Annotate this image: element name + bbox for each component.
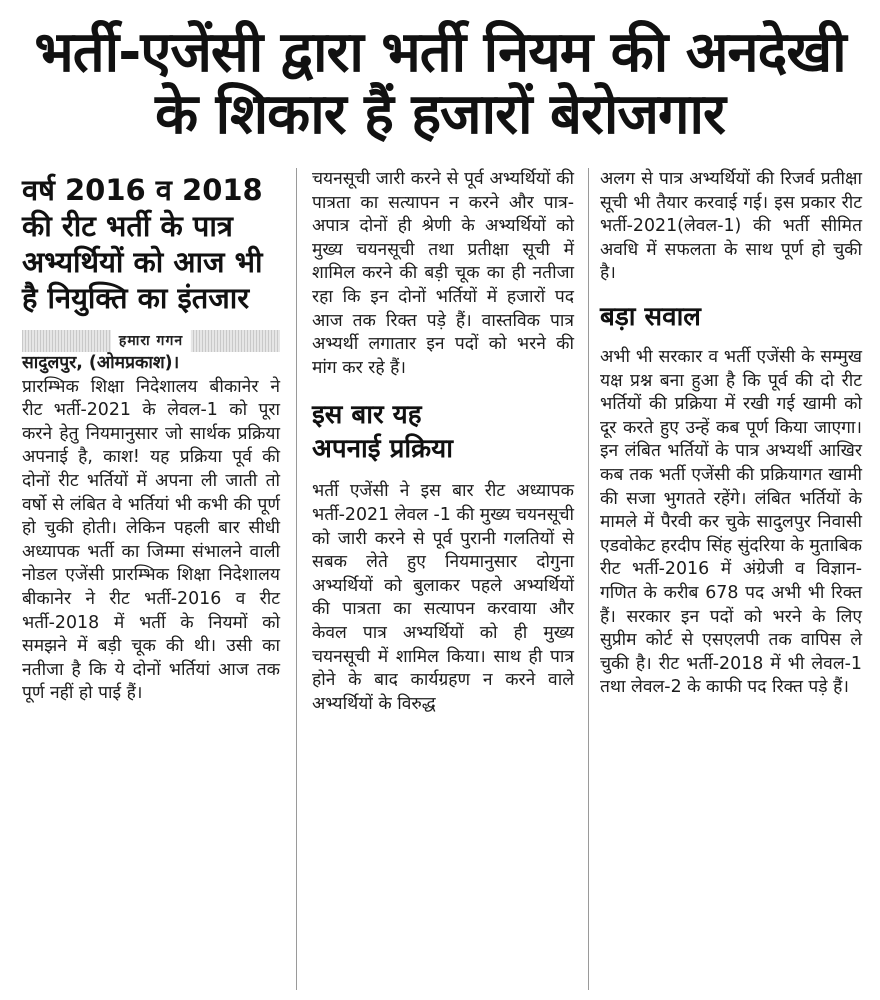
column-2 — [312, 168, 574, 1000]
headline-line-1: भर्ती-एजेंसी द्वारा भर्ती नियम की अनदेखी — [34, 20, 846, 85]
column-1 — [22, 168, 280, 1000]
article-paragraph: भर्ती एजेंसी ने इस बार रीट अध्यापक भर्ती-2021 लेवल -1 की मुख्य चयनसूची को जारी करने से पूर्व पुरानी गलतियों से सबक लेते हुए नियमानुसार दोगुना अभ्यर्थियों को बुलाकर पहले अभ्यर्थियों की पात्रता का सत्यापन करवाया और केवल पात्र अभ्यर्थियों को ही मुख्य चयनसूची में शामिल किया। साथ ही पात्र होने के बाद कार्यग्रहण न करने वाले अभ्यर्थियों के विरुद्ध — [312, 481, 575, 714]
subheading-line-2: अपनाई प्रक्रिया — [312, 434, 453, 465]
article-paragraph: अलग से पात्र अभ्यर्थियों की रिजर्व प्रतीक्षा सूची भी तैयार करवाई गई। इस प्रकार रीट भर्ती-2021(लेवल-1) की भर्ती सीमित अवधि में सफलता के साथ पूर्ण हो चुकी है। — [600, 169, 862, 284]
article-paragraph: चयनसूची जारी करने से पूर्व अभ्यर्थियों की पात्रता का सत्यापन न करने और पात्र-अपात्र दोनों ही श्रेणी के अभ्यर्थियों को मुख्य चयनसूची तथा प्रतीक्षा सूची में शामिल करने की बड़ी चूक का ही नतीजा रहा कि इन दोनों भर्तियों में हजारों पद आज तक रिक्त पड़े हैं। वास्तविक पात्र अभ्यर्थी लगातार इन पदों को भरने की मांग कर रहे हैं। — [312, 169, 574, 378]
headline — [10, 22, 870, 146]
column-divider — [588, 168, 589, 990]
subheading: बड़ा सवाल — [600, 301, 701, 332]
dateline: सादुलपुर, (ओमप्रकाश)। — [22, 353, 180, 373]
subheading-line-1: इस बार यह — [312, 400, 422, 431]
headline-line-2: के शिकार हैं हजारों बेरोजगार — [155, 82, 725, 147]
column-3 — [600, 168, 862, 1000]
kicker-headline: वर्ष 2016 व 2018 की रीट भर्ती के पात्र अभ्यर्थियों को आज भी है नियुक्ति का इंतजार — [22, 173, 263, 315]
byline: हमारा गगन — [111, 330, 191, 352]
article-paragraph: प्रारम्भिक शिक्षा निदेशालय बीकानेर ने रीट भर्ती-2021 के लेवल-1 को पूरा करने हेतु नियमानुसार जो सार्थक प्रक्रिया अपनाई है, काश! यह प्रक्रिया पूर्व की दोनों रीट भर्तियों में अपना ली जाती तो वर्षो से लंबित वे भर्तियां भी कभी की पूर्ण हो चुकी होती। लेकिन पहली बार सीधी अध्यापक भर्ती का जिम्मा संभालने वाली नोडल एजेंसी प्रारम्भिक शिक्षा निदेशालय बीकानेर ने रीट भर्ती-2016 व रीट भर्ती-2018 में भर्ती के नियमों को समझने में बड़ी चूक की थी। उसी का नतीजा है कि ये दोनों भर्तियां आज तक पूर्ण नहीं हो पाई हैं। — [22, 376, 280, 704]
article-paragraph: अभी भी सरकार व भर्ती एजेंसी के सम्मुख यक्ष प्रश्न बना हुआ है कि पूर्व की दो रीट भर्तियों की प्रक्रिया में रखी गई खामी को दूर करते हुए उन्हें कब पूर्ण किया जाएगा। इन लंबित भर्तियों के पात्र अभ्यर्थी आखिर कब तक भर्ती एजेंसी की प्रक्रियागत खामी की सजा भुगतते रहेंगे। लंबित भर्तियों के मामले में पैरवी कर चुके सादुलपुर निवासी एडवोकेट हरदीप सिंह सुंदरिया के मुताबिक रीट भर्ती-2016 में अंग्रेजी व विज्ञान-गणित के करीब 678 पद अभी भी रिक्त हैं। सरकार इन पदों को भरने के लिए सुप्रीम कोर्ट से एसएलपी तक वापिस ले चुकी है। रीट भर्ती-2018 में भी लेवल-1 तथा लेवल-2 के काफी पद रिक्त पड़े हैं। — [600, 346, 862, 698]
byline-bar — [22, 330, 280, 352]
subheading — [312, 398, 574, 466]
column-divider — [296, 168, 297, 990]
